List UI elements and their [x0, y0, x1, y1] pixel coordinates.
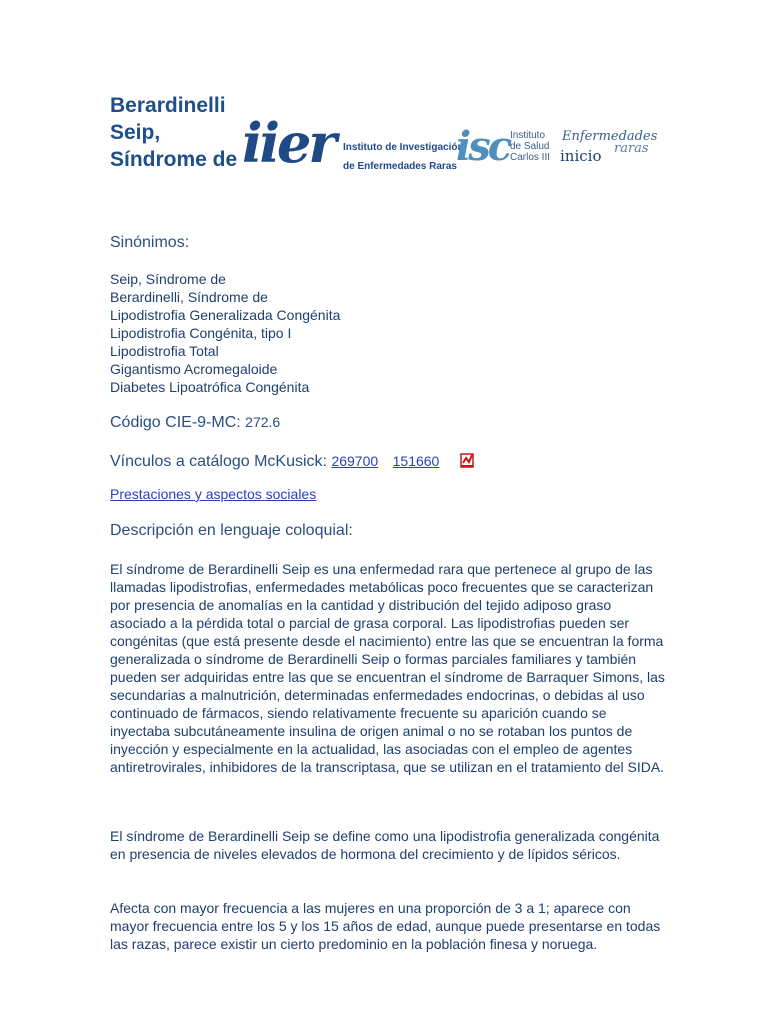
iier-name-line2: de Enfermedades Raras [343, 161, 457, 172]
er-inicio: inicio [560, 147, 602, 165]
description-paragraph-1: El síndrome de Berardinelli Seip es una enfermedad rara que pertenece al grupo de las llamadas lipodistrofias, enfermedades metabólicas poco frecuentes que se caracterizan por presencia de anomalías en la cantidad y distribución del tejido adiposo graso asociado a la pérdida total o parcial de grasa corporal. Las lipodistrofias pueden ser congénitas (que está presente desde el nacimiento) entre las que se encuentran la forma generalizada o síndrome de Berardinelli Seip o formas parciales familiares y también pueden ser adquiridas entre las que se encuentran el síndrome de Barraquer Simons, las secundarias a malnutrición, determinadas enfermedades endocrinas, o debidas al uso continuado de fármacos, siendo relativamente frecuente su aparición cuando se inyectaba subcutáneamente insulina de origen animal o no se rotaban los puntos de inyección y especialmente en la actualidad, las asociadas con el empleo de agentes antiretrovirales, inhibidores de la transcriptasa, que se utilizan en el tratamiento del SIDA. [110, 561, 665, 775]
prestaciones-link[interactable]: Prestaciones y aspectos sociales [110, 486, 317, 502]
synonym-item: Gigantismo Acromegaloide [110, 361, 278, 377]
isc-name-line2: de Salud [510, 141, 550, 152]
iier-name-line1: Instituto de Investigación [343, 142, 464, 153]
isc-logo[interactable] [456, 123, 550, 170]
er-line2: raras [614, 141, 649, 156]
page-title: Berardinelli Seip, Síndrome de [110, 94, 238, 171]
prestaciones-row [110, 486, 316, 504]
header-logos [242, 112, 662, 174]
synonym-item: Seip, Síndrome de [110, 271, 226, 287]
enfermedades-raras-inicio-logo[interactable] [560, 129, 658, 165]
description-paragraph-3: Afecta con mayor frecuencia a las mujeres en una proporción de 3 a 1; aparece con mayor frecuencia entre los 5 y los 15 años de edad, aunque puede presentarse en todas las razas, parece existir un cierto predominio en la población finesa y noruega. [110, 900, 661, 952]
cie-code-value: 272.6 [245, 414, 281, 430]
isc-name-line1: Instituto [510, 130, 546, 141]
isc-mark: isc [456, 123, 510, 170]
synonym-item: Lipodistrofia Total [110, 343, 219, 359]
synonym-item: Lipodistrofia Congénita, tipo I [110, 325, 292, 341]
description-label: Descripción en lenguaje coloquial: [110, 522, 353, 539]
cie-code-row [110, 414, 280, 432]
description-paragraph-2: El síndrome de Berardinelli Seip se define como una lipodistrofia generalizada congénita en presencia de niveles elevados de hormona del crecimiento y de lípidos séricos. [110, 828, 660, 862]
mckusick-link-151660[interactable]: 151660 [392, 453, 440, 469]
pdf-icon[interactable] [460, 452, 475, 473]
synonyms-list [110, 270, 340, 396]
iier-logo[interactable] [242, 112, 464, 174]
mckusick-label: Vínculos a catálogo McKusick: [110, 453, 327, 470]
synonym-item: Berardinelli, Síndrome de [110, 289, 268, 305]
mckusick-link-269700[interactable]: 269700 [331, 453, 379, 469]
cie-code-label: Código CIE-9-MC: [110, 414, 241, 431]
synonym-item: Diabetes Lipoatrófica Congénita [110, 379, 310, 395]
synonym-item: Lipodistrofia Generalizada Congénita [110, 307, 341, 323]
synonyms-label: Sinónimos: [110, 234, 190, 251]
mckusick-row [110, 452, 475, 473]
iier-mark: iier [242, 112, 334, 174]
isc-name-line3: Carlos III [510, 152, 551, 163]
er-line1: Enfermedades [562, 129, 658, 144]
